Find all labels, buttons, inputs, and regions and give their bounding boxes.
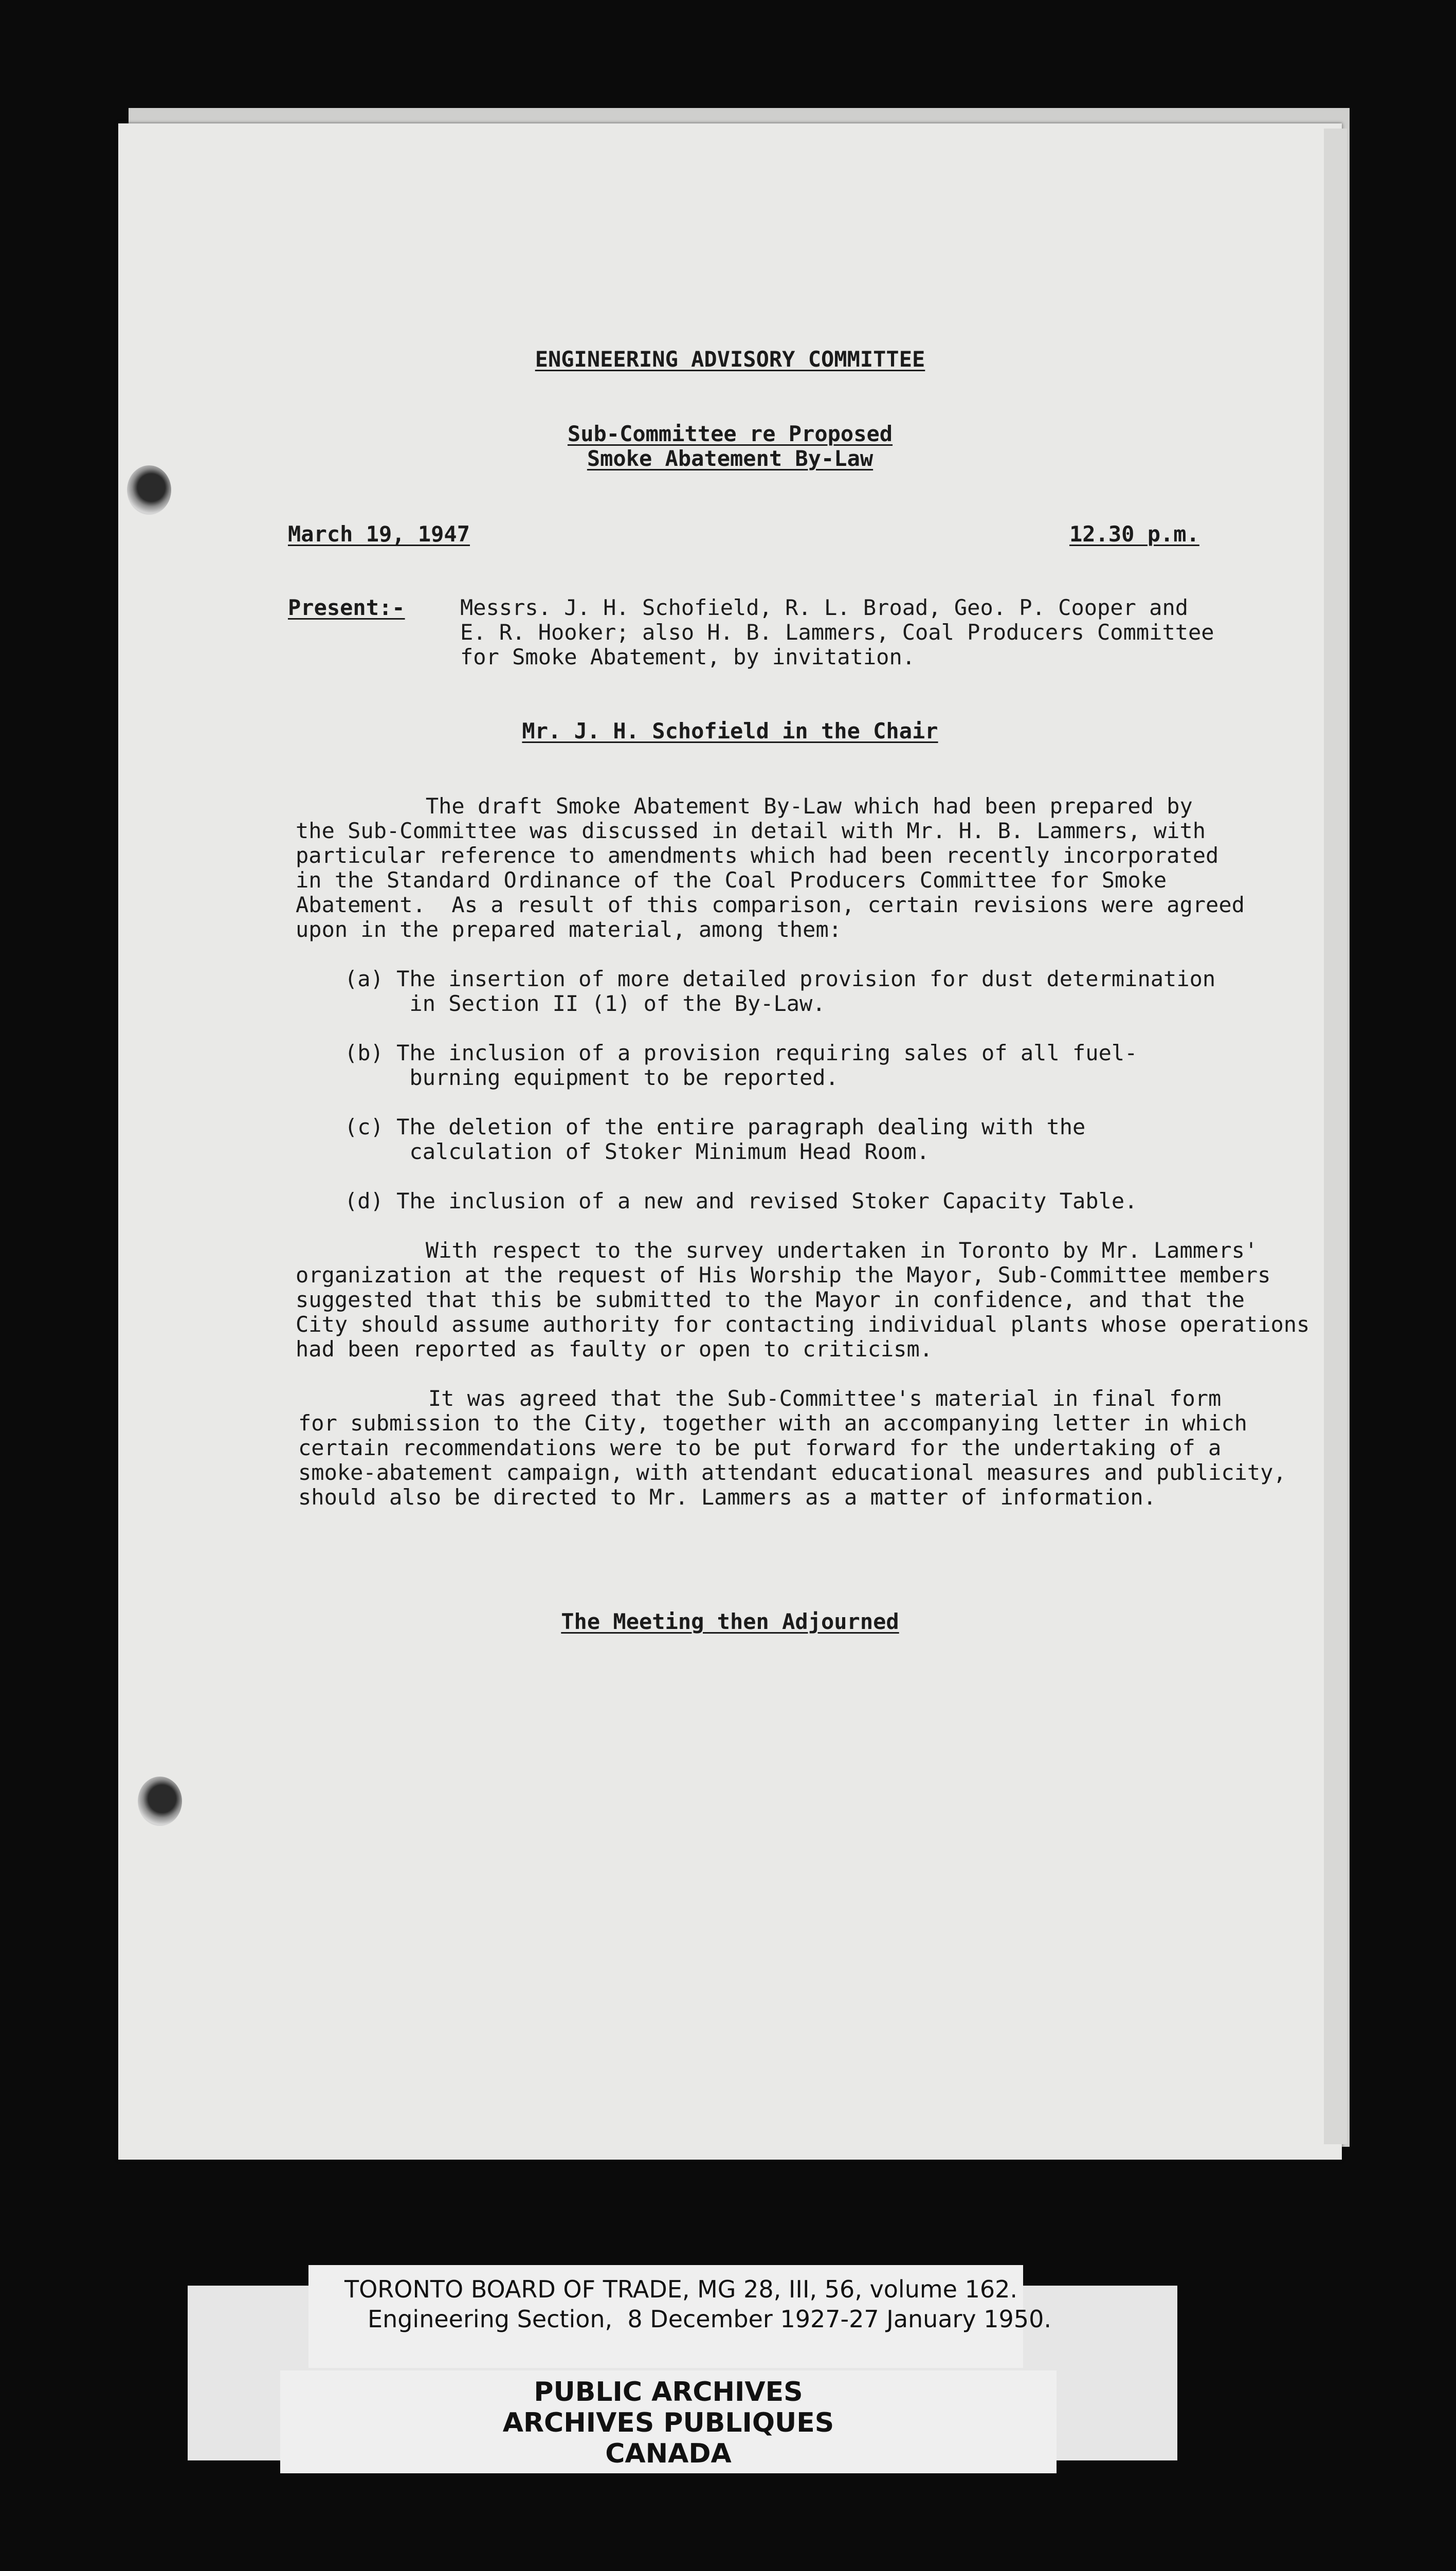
paragraph-3-line: should also be directed to Mr. Lammers as a matter of information. bbox=[298, 1484, 1156, 1510]
paragraph-2-line: With respect to the survey undertaken in Toronto by Mr. Lammers' bbox=[296, 1238, 1258, 1263]
subtitle-line-2: Smoke Abatement By-Law bbox=[587, 446, 873, 471]
subtitle-line-1: Sub-Committee re Proposed bbox=[567, 421, 893, 446]
present-line: Messrs. J. H. Schofield, R. L. Broad, Geo. P. Cooper and bbox=[460, 595, 1189, 620]
meeting-date: March 19, 1947 bbox=[288, 521, 470, 547]
paragraph-1-line: Abatement. As a result of this comparison, certain revisions were agreed bbox=[296, 892, 1245, 917]
list-item-a: (a) The insertion of more detailed provision for dust determination bbox=[344, 966, 1216, 991]
present-line: for Smoke Abatement, by invitation. bbox=[460, 644, 916, 669]
list-item-d: (d) The inclusion of a new and revised Stoker Capacity Table. bbox=[344, 1188, 1138, 1214]
stamp-line-1: PUBLIC ARCHIVES bbox=[534, 2377, 803, 2407]
list-item-b-cont: burning equipment to be reported. bbox=[344, 1065, 839, 1090]
list-item-a-cont: in Section II (1) of the By-Law. bbox=[344, 991, 826, 1016]
paragraph-3-line: It was agreed that the Sub-Committee's material in final form bbox=[298, 1386, 1222, 1411]
stamp-line-3: CANADA bbox=[605, 2438, 732, 2469]
paragraph-2-line: suggested that this be submitted to the Mayor in confidence, and that the bbox=[296, 1287, 1245, 1312]
paragraph-2-line: City should assume authority for contacting individual plants whose operations bbox=[296, 1312, 1310, 1337]
paragraph-1-line: upon in the prepared material, among them: bbox=[296, 917, 842, 942]
archive-reference-line-1: TORONTO BOARD OF TRADE, MG 28, III, 56, volume 162. bbox=[344, 2275, 1018, 2303]
closing-line: The Meeting then Adjourned bbox=[561, 1609, 899, 1634]
list-item-c: (c) The deletion of the entire paragraph dealing with the bbox=[344, 1114, 1086, 1139]
punch-hole-bottom bbox=[138, 1777, 182, 1826]
chair-heading: Mr. J. H. Schofield in the Chair bbox=[522, 718, 938, 744]
paragraph-1-line: particular reference to amendments which had been recently incorporated bbox=[296, 843, 1219, 868]
paragraph-1-line: the Sub-Committee was discussed in detail with Mr. H. B. Lammers, with bbox=[296, 818, 1206, 843]
paragraph-3-line: certain recommendations were to be put forward for the undertaking of a bbox=[298, 1435, 1222, 1460]
present-label: Present:- bbox=[288, 595, 405, 620]
archives-stamp bbox=[280, 2370, 1057, 2473]
paragraph-1-line: The draft Smoke Abatement By-Law which had been prepared by bbox=[296, 793, 1193, 819]
document-title: ENGINEERING ADVISORY COMMITTEE bbox=[535, 347, 925, 372]
archive-reference-line-2: Engineering Section, 8 December 1927-27 January 1950. bbox=[368, 2305, 1051, 2333]
archive-reference-label bbox=[308, 2265, 1051, 2368]
paragraph-3-line: smoke-abatement campaign, with attendant educational measures and publicity, bbox=[298, 1460, 1286, 1485]
paragraph-2-line: had been reported as faulty or open to criticism. bbox=[296, 1336, 933, 1362]
paragraph-2-line: organization at the request of His Worship the Mayor, Sub-Committee members bbox=[296, 1262, 1271, 1288]
paragraph-3-line: for submission to the City, together with an accompanying letter in which bbox=[298, 1410, 1247, 1436]
paragraph-1-line: in the Standard Ordinance of the Coal Producers Committee for Smoke bbox=[296, 867, 1167, 893]
list-item-b: (b) The inclusion of a provision requiring sales of all fuel- bbox=[344, 1040, 1138, 1065]
punch-hole-top bbox=[127, 465, 171, 515]
list-item-c-cont: calculation of Stoker Minimum Head Room. bbox=[344, 1139, 930, 1164]
stamp-line-2: ARCHIVES PUBLIQUES bbox=[502, 2407, 834, 2438]
present-line: E. R. Hooker; also H. B. Lammers, Coal Producers Committee bbox=[460, 620, 1214, 645]
meeting-time: 12.30 p.m. bbox=[1069, 521, 1199, 547]
